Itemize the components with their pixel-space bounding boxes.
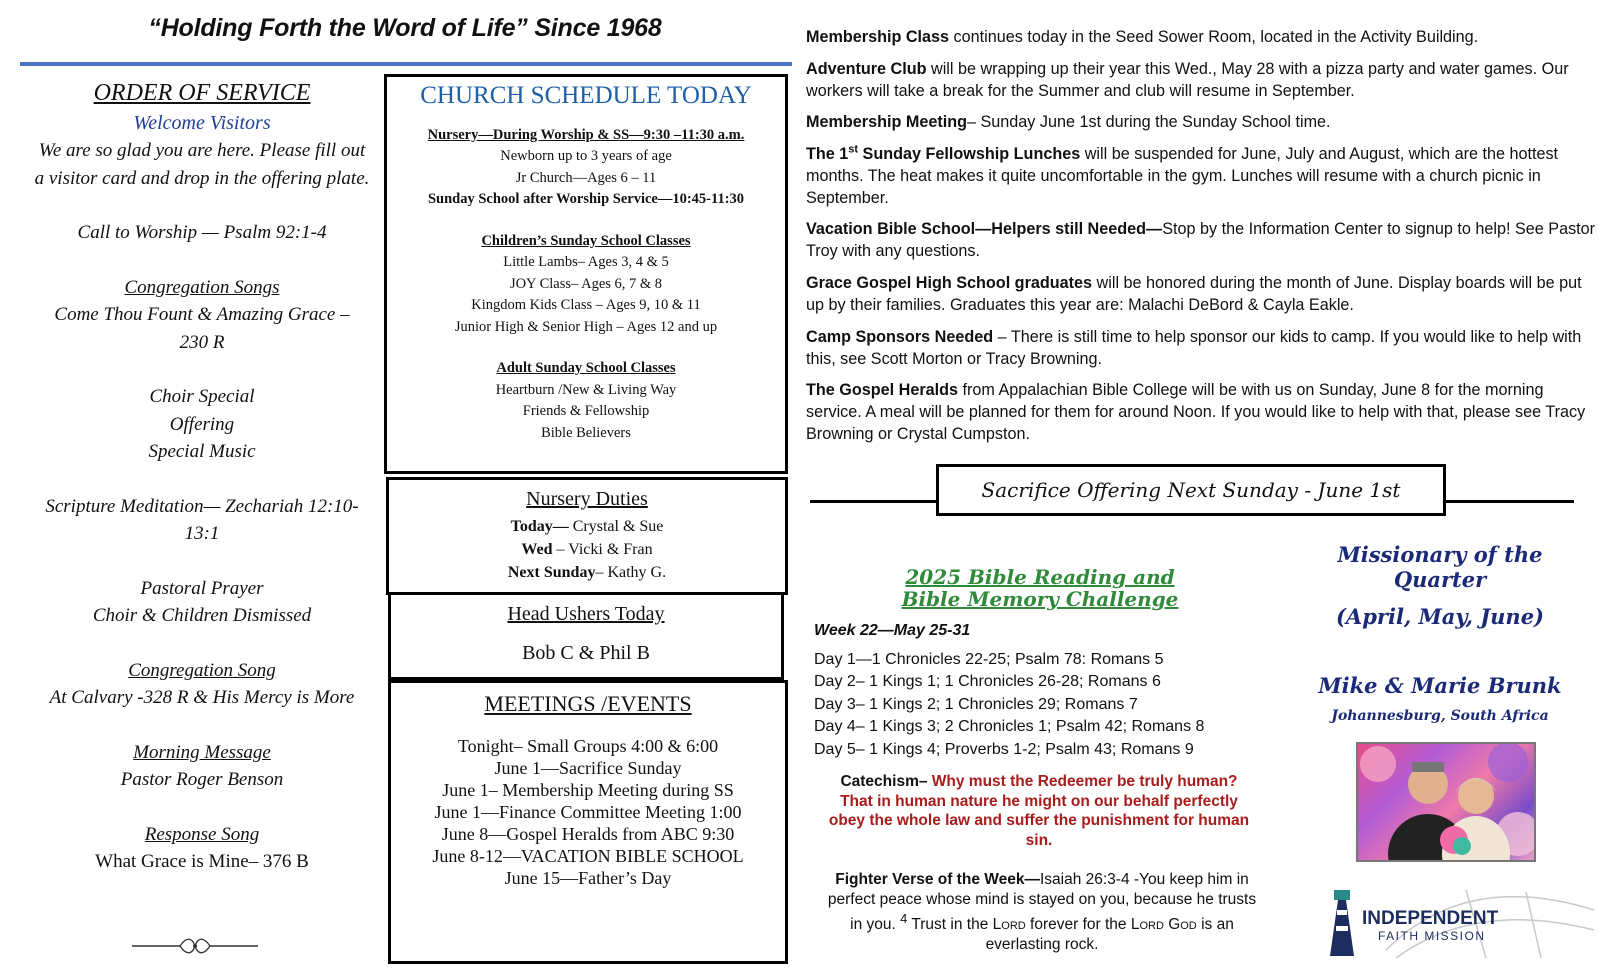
- missionary-names: Mike & Marie Brunk: [1318, 673, 1562, 698]
- congregation-songs-2: 230 R: [179, 331, 225, 353]
- schedule-kingdom: Kingdom Kids Class – Ages 9, 10 & 11: [471, 297, 701, 313]
- reading-plan: [814, 620, 1284, 761]
- independent-faith-mission-logo: [1316, 880, 1596, 960]
- meeting-item: June 8—Gospel Heralds from ABC 9:30: [441, 824, 735, 844]
- schedule-little-lambs: Little Lambs– Ages 3, 4 & 5: [503, 254, 669, 270]
- response-song-label: Response Song: [144, 823, 260, 845]
- missionary-title: Missionary of the Quarter: [1337, 542, 1543, 592]
- ushers-names: Bob C & Phil B: [522, 642, 650, 664]
- missionary: [1300, 542, 1580, 724]
- meeting-item: June 8-12—VACATION BIBLE SCHOOL: [432, 846, 744, 866]
- call-to-worship: Call to Worship — Psalm 92:1-4: [77, 222, 327, 243]
- missionary-photo-icon: [1358, 744, 1534, 860]
- nursery-duties-box: [386, 477, 788, 595]
- news-fellowship-lunches: The 1st Sunday Fellowship Lunches will be suspended for June, July and August, which are the hottest months. The heat makes it quite uncomfortable in the gym. Lunches will resume with a church picnic in September.: [806, 143, 1559, 207]
- reading-day: Day 3– 1 Kings 2; 1 Chronicles 29; Romans 7: [814, 695, 1138, 713]
- ushers-title: Head Ushers Today: [507, 603, 665, 625]
- meeting-item: Tonight– Small Groups 4:00 & 6:00: [457, 736, 719, 756]
- choir-special: Choir Special: [149, 386, 255, 407]
- reading-week: Week 22—May 25-31: [814, 622, 971, 639]
- meetings-title: MEETINGS /EVENTS: [484, 691, 692, 716]
- meetings-events-box: [388, 680, 788, 964]
- morning-message-label: Morning Message: [133, 741, 271, 763]
- pastor: Pastor Roger Benson: [120, 769, 284, 790]
- pastoral-prayer: Pastoral Prayer: [140, 577, 264, 599]
- nursery-today: Today— Crystal & Sue: [510, 518, 664, 535]
- schedule-joy: JOY Class– Ages 6, 7 & 8: [509, 275, 663, 292]
- meeting-item: June 1– Membership Meeting during SS: [442, 780, 734, 800]
- scripture-2: 13:1: [184, 523, 220, 544]
- congregation-song-label: Congregation Song: [128, 659, 276, 681]
- missionary-photo: [1356, 742, 1536, 862]
- church-schedule-box: [384, 74, 788, 474]
- response-song: What Grace is Mine– 376 B: [95, 851, 309, 872]
- reading-day: Day 5– 1 Kings 4; Proverbs 1-2; Psalm 43; Romans 9: [814, 740, 1194, 758]
- dismissed: Choir & Children Dismissed: [92, 605, 312, 626]
- congregation-songs-label: Congregation Songs: [124, 276, 280, 298]
- welcome-text-2: a visitor card and drop in the offering plate.: [34, 167, 370, 189]
- catechism: Catechism– Why must the Redeemer be truly human? That in human nature he might on our behalf perfectly obey the whole law and suffer the punishment for human sin.: [828, 773, 1250, 849]
- header-rule: [20, 62, 792, 66]
- schedule-friends: Friends & Fellowship: [522, 403, 650, 419]
- news-gospel-heralds: The Gospel Heralds from Appalachian Bible College will be with us on Sunday, June 8 for the morning service. A meal will be planned for them for around Noon. If you would like to help with that, please see Tracy Browning or Crystal Cumpston.: [806, 381, 1586, 444]
- schedule-title: CHURCH SCHEDULE TODAY: [420, 82, 752, 109]
- news-graduates: Grace Gospel High School graduates will be honored during the month of June. Display boards will be put up by their families. Graduates this year are: Malachi DeBord & Cayla Eakle.: [806, 273, 1582, 314]
- special-music: Special Music: [148, 441, 256, 462]
- news-camp-sponsors: Camp Sponsors Needed – There is still time to help sponsor our kids to camp. If you would like to help with this, see Scott Morton or Tracy Browning.: [806, 327, 1582, 368]
- offering-banner: Sacrifice Offering Next Sunday - June 1st: [936, 464, 1446, 516]
- nursery-title: Nursery Duties: [526, 488, 648, 510]
- order-of-service: [20, 80, 384, 876]
- meeting-item: June 1—Finance Committee Meeting 1:00: [434, 802, 742, 822]
- schedule-children-label: Children’s Sunday School Classes: [481, 232, 691, 249]
- news-membership-meeting: Membership Meeting– Sunday June 1st during the Sunday School time.: [806, 113, 1331, 132]
- motto: “Holding Forth the Word of Life” Since 1968: [148, 14, 662, 42]
- congregation-song: At Calvary -328 R & His Mercy is More: [49, 687, 355, 708]
- reading-title: 2025 Bible Reading and Bible Memory Challenge: [901, 565, 1179, 611]
- welcome-text-1: We are so glad you are here. Please fill out: [38, 140, 366, 161]
- missionary-location: Johannesburg, South Africa: [1331, 708, 1549, 724]
- nursery-next: Next Sunday– Kathy G.: [507, 564, 667, 581]
- meeting-item: June 15—Father’s Day: [504, 868, 672, 888]
- news-vbs: Vacation Bible School—Helpers still Needed—Stop by the Information Center to signup to help! See Pastor Troy with any questions.: [806, 220, 1596, 261]
- logo-line1: INDEPENDENT: [1362, 908, 1499, 929]
- schedule-junior: Junior High & Senior High – Ages 12 and up: [454, 318, 718, 335]
- missionary-months: (April, May, June): [1336, 604, 1544, 629]
- schedule-heartburn: Heartburn /New & Living Way: [495, 381, 677, 398]
- flourish-icon: [130, 935, 260, 957]
- schedule-bible-believers: Bible Believers: [541, 424, 631, 441]
- fighter-verse: Fighter Verse of the Week—Isaiah 26:3-4 -You keep him in perfect peace whose mind is stayed on you, because he trusts in you. $^4$ Trust in the Lord forever for the Lord God is an everlasting rock.: [827, 871, 1257, 953]
- schedule-sunday-school: Sunday School after Worship Service—10:45-11:30: [427, 191, 745, 207]
- nursery-wed: Wed – Vicki & Fran: [521, 541, 653, 558]
- schedule-newborn: Newborn up to 3 years of age: [500, 148, 672, 164]
- news-membership-class: Membership Class continues today in the Seed Sower Room, located in the Activity Building.: [806, 28, 1479, 46]
- scripture-1: Scripture Meditation— Zechariah 12:10-: [45, 495, 359, 517]
- reading-day: Day 1—1 Chronicles 22-25; Psalm 78: Romans 5: [814, 650, 1164, 668]
- reading-day: Day 2– 1 Kings 1; 1 Chronicles 26-28; Romans 6: [814, 673, 1161, 690]
- meeting-item: June 1—Sacrifice Sunday: [494, 758, 682, 778]
- schedule-nursery: Nursery—During Worship & SS—9:30 –11:30 a.m.: [427, 126, 745, 143]
- schedule-adult-label: Adult Sunday School Classes: [496, 360, 676, 376]
- news-adventure-club: Adventure Club will be wrapping up their year this Wed., May 28 with a pizza party and water games. Our workers will take a break for the Summer and club will resume in September.: [806, 59, 1569, 100]
- order-title: ORDER OF SERVICE: [93, 80, 311, 106]
- offering: Offering: [169, 413, 235, 435]
- reading-day: Day 4– 1 Kings 3; 2 Chronicles 1; Psalm 42; Romans 8: [814, 718, 1205, 735]
- schedule-jr-church: Jr Church—Ages 6 – 11: [515, 169, 657, 186]
- congregation-songs-1: Come Thou Fount & Amazing Grace –: [54, 304, 350, 325]
- head-ushers-box: [388, 592, 784, 680]
- announcements: [806, 26, 1596, 455]
- logo-line2: FAITH MISSION: [1378, 929, 1486, 943]
- welcome-heading: Welcome Visitors: [133, 111, 271, 134]
